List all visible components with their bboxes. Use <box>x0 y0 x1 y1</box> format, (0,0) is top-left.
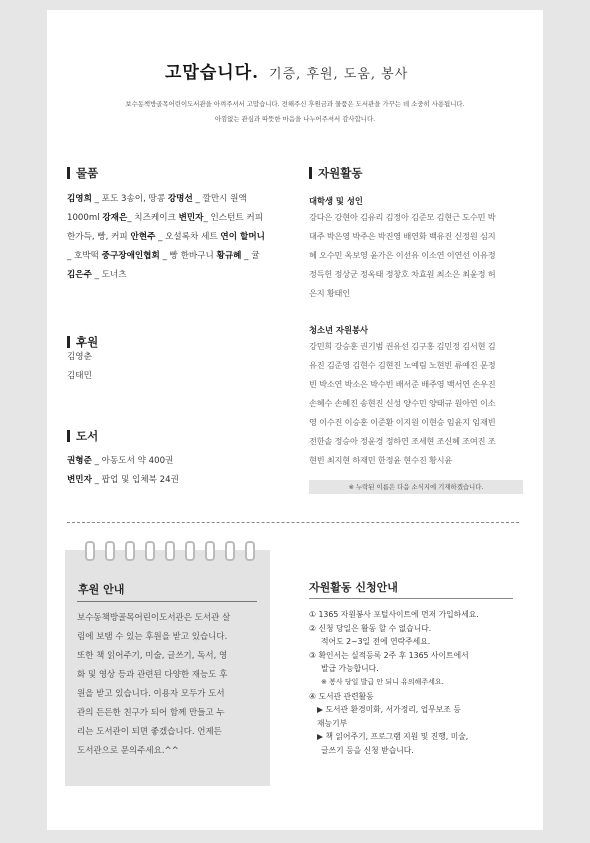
support-text-line: 관의 든든한 친구가 되어 함께 만들고 누 <box>77 708 225 718</box>
apply-step: ▶ 책 읽어주기, 프로그램 지원 및 진행, 미술, <box>317 732 469 742</box>
donation-names <box>67 348 92 386</box>
goods-line <box>67 190 299 209</box>
volunteer-names-line: 손혜수 손혜진 송현진 신성 양수민 양태규 원아연 이소 <box>309 398 496 408</box>
apply-step: 발급 가능합니다. <box>321 664 379 674</box>
books-line <box>67 452 299 471</box>
donation-heading: 후원 <box>67 336 98 348</box>
youth-subheading: 청소년 자원봉사 <box>309 325 368 335</box>
volunteer-names-line: 대주 박은영 박주은 박진영 배연화 백유진 신정원 심지 <box>309 231 496 241</box>
binder-ring <box>145 541 155 561</box>
volunteer-names-line: 정득헌 정상군 정옥태 정창호 차효원 최소은 최윤정 허 <box>309 269 496 279</box>
contribution-item: _ 치즈케이크 <box>127 213 179 223</box>
goods-heading: 물품 <box>67 167 98 179</box>
univ-subheading: 대학생 및 성인 <box>309 196 363 206</box>
apply-step: ② 신청 당일은 활동 할 수 없습니다. <box>309 623 432 633</box>
volunteer-names-line: 전한솔 정승아 정윤경 정하연 조세현 조신혜 조여진 조 <box>309 436 496 446</box>
title-sub: 기증, 후원, 도움, 봉사 <box>269 67 409 82</box>
contributor-name: 변민자 <box>67 475 92 485</box>
contribution-item: _ 오설록차 세트 <box>155 232 221 242</box>
youth-volunteer-names <box>309 337 539 470</box>
apply-step: 적어도 2~3일 전에 연락주세요. <box>321 637 431 647</box>
support-card-text <box>77 609 261 761</box>
apply-title: 자원활동 신청안내 <box>309 581 398 594</box>
contribution-item: _ 깔만시 원액 <box>192 194 247 204</box>
binder-ring <box>105 541 115 561</box>
apply-step: ④ 도서관 관련활동 <box>309 691 374 701</box>
section-divider <box>67 522 519 523</box>
volunteer-names-line: 현빈 최지현 하재민 한정윤 현수진 황시윤 <box>309 455 453 465</box>
contribution-item: 1000ml <box>67 213 103 223</box>
donor-name: 김영춘 <box>67 352 92 362</box>
support-text-line: 원을 받고 있습니다. 이용자 모두가 도서 <box>77 689 225 699</box>
support-text-line: 보수동책방골목어린이도서관은 도서관 살 <box>77 613 231 623</box>
support-card-title: 후원 안내 <box>78 583 125 596</box>
thanks-title <box>165 58 408 83</box>
apply-step: 글쓰기 등을 신청 받습니다. <box>321 745 414 755</box>
books-line <box>67 471 299 490</box>
binder-ring <box>245 541 255 561</box>
card-title-rule <box>77 601 257 602</box>
contributor-name: 김은주 <box>67 270 92 280</box>
goods-line <box>67 266 299 285</box>
univ-volunteer-names <box>309 208 539 303</box>
contributor-name: 황규혜 <box>216 251 242 261</box>
contribution-item: _ 도너츠 <box>91 270 127 280</box>
volunteer-names-line: 영 이수진 이승훈 이준환 이지원 이현승 임윤지 임재빈 <box>309 417 496 427</box>
contribution-item: _ 호박떡 <box>67 251 102 261</box>
books-list <box>67 452 299 490</box>
contributor-name: 중구장애인협회 <box>101 251 160 261</box>
support-text-line: 림에 보탬 수 있는 후원을 받고 있습니다. <box>77 632 228 642</box>
contributor-name: 김영희 <box>67 194 92 204</box>
apply-steps <box>309 608 529 758</box>
volunteer-names-line: 혜 오수민 옥보영 윤가은 이선유 이소연 이연선 이유정 <box>309 250 496 260</box>
goods-line <box>67 209 299 228</box>
omission-note: ※ 누락된 이름은 다음 소식지에 기재하겠습니다. <box>309 480 523 494</box>
contribution-item: _ 포도 3송이, 땅콩 <box>91 194 168 204</box>
apply-step: ※ 봉사 당일 발급 안 되니 유의해주세요. <box>321 677 444 686</box>
title-main: 고맙습니다. <box>165 63 260 83</box>
donor-name: 김태민 <box>67 371 92 381</box>
binder-ring <box>165 541 175 561</box>
goods-line <box>67 247 299 266</box>
binder-ring <box>225 541 235 561</box>
volunteer-heading: 자원활동 <box>309 167 362 179</box>
apply-title-rule <box>309 598 513 599</box>
contributor-name: 연이 할머니 <box>220 232 265 242</box>
contributor-name: 강재은 <box>102 213 128 223</box>
binder-ring <box>205 541 215 561</box>
volunteer-names-line: 은지 황태인 <box>309 288 350 298</box>
contribution-item: _ 인스턴트 커피 <box>203 213 264 223</box>
volunteer-names-line: 유진 김준영 김현수 김현진 노예림 노현빈 류예진 문정 <box>309 360 496 370</box>
books-heading: 도서 <box>67 430 98 442</box>
apply-step: 재능기부 <box>317 718 348 728</box>
volunteer-names-line: 강민희 강승훈 권기범 권유선 김구홍 김민정 김서현 김 <box>309 341 496 351</box>
intro-line-1: 보수동책방골목어린이도서관을 아껴주셔서 고맙습니다. 전해주신 후원금과 물품은 도서관을 가꾸는 데 소중히 사용됩니다. <box>125 100 465 108</box>
contributor-name: 변민자 <box>178 213 204 223</box>
volunteer-names-line: 강다은 강현아 김유리 김정아 김준모 김현근 도수민 박 <box>309 212 496 222</box>
apply-step: ▶ 도서관 환경미화, 서가정리, 업무보조 등 <box>317 705 461 715</box>
contribution-item: _ 팝업 및 입체북 24권 <box>91 475 179 485</box>
binder-ring <box>85 541 95 561</box>
contributor-name: 안현주 <box>130 232 156 242</box>
contributor-name: 권형준 <box>67 456 92 466</box>
apply-step: ③ 확인서는 실적등록 2주 후 1365 사이트에서 <box>309 650 469 660</box>
binder-ring <box>185 541 195 561</box>
support-text-line: 또한 책 읽어주기, 미술, 글쓰기, 독서, 영 <box>77 651 228 661</box>
contributor-name: 강명선 <box>167 194 193 204</box>
contribution-item: 한가득, 빵, 커피 <box>67 232 131 242</box>
contribution-item: _ 아동도서 약 400권 <box>91 456 174 466</box>
apply-step: ① 1365 자원봉사 포털사이트에 먼저 가입하세요. <box>309 610 479 619</box>
goods-line <box>67 228 299 247</box>
support-text-line: 도서관으로 문의주세요.^^ <box>77 746 179 756</box>
intro-line-2: 아낌없는 관심과 따뜻한 마음을 나누어주셔서 감사합니다. <box>214 115 376 123</box>
goods-list <box>67 190 299 285</box>
binder-ring <box>125 541 135 561</box>
volunteer-names-line: 빈 박소연 박소은 박수빈 배서준 배주영 백서연 손우진 <box>309 379 496 389</box>
support-text-line: 화 및 영상 등과 관련된 다양한 재능도 후 <box>77 670 228 680</box>
contribution-item: _ 귤 <box>241 251 260 261</box>
newsletter-page <box>47 10 543 830</box>
support-text-line: 리는 도서관이 되면 좋겠습니다. 언제든 <box>77 727 222 737</box>
contribution-item: _ 빵 한바구니 <box>159 251 217 261</box>
support-info-card <box>65 550 270 786</box>
